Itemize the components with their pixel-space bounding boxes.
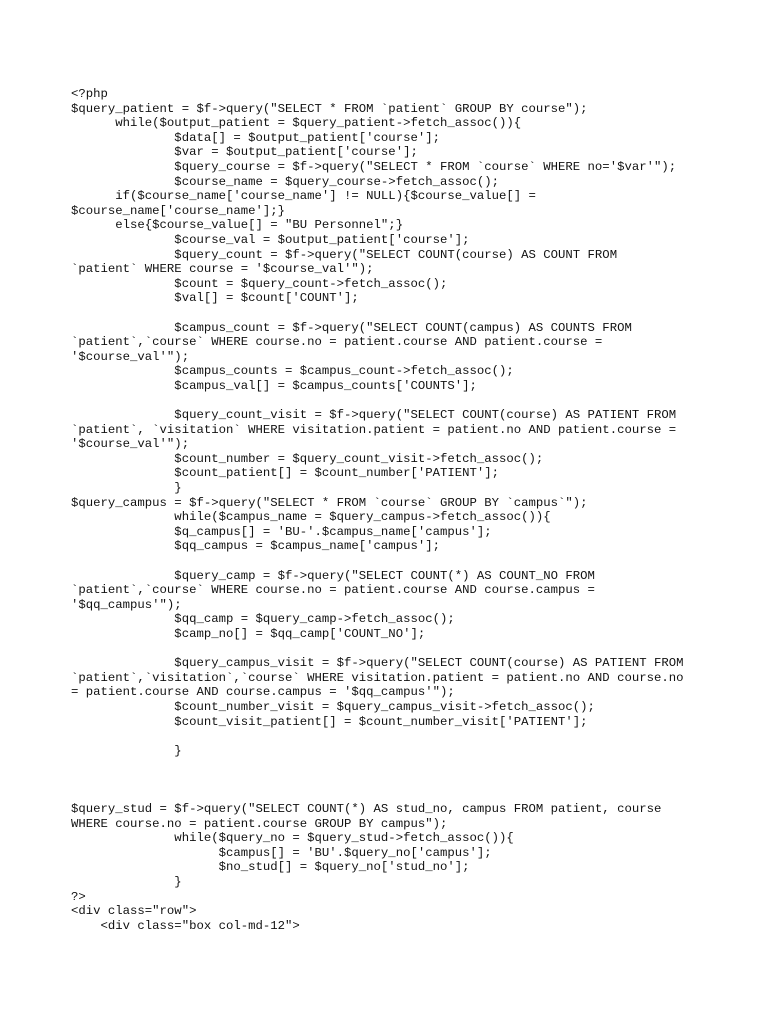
code-line: <?php xyxy=(71,87,108,101)
code-line: $var = $output_patient['course']; xyxy=(71,145,418,160)
code-line: while($campus_name = $query_campus->fetch_assoc()){ xyxy=(71,510,551,525)
code-line xyxy=(71,729,684,744)
code-line: $val[] = $count['COUNT']; xyxy=(71,291,359,306)
code-line xyxy=(71,788,684,803)
code-line: $qq_campus = $campus_name['campus']; xyxy=(71,539,440,554)
code-line: $count_patient[] = $count_number['PATIENT']; xyxy=(71,466,500,481)
code-line: $query_campus = $f->query("SELECT * FROM `course` GROUP BY `campus`"); xyxy=(71,495,588,510)
code-line xyxy=(71,393,684,408)
code-line: else{$course_value[] = "BU Personnel";} xyxy=(71,218,404,233)
code-line: ?> xyxy=(71,889,86,904)
code-line: $campus_counts = $campus_count->fetch_assoc(); xyxy=(71,364,514,379)
code-line xyxy=(71,554,684,569)
code-line: '$course_val'"); xyxy=(71,437,190,452)
code-line: $count = $query_count->fetch_assoc(); xyxy=(71,276,448,291)
code-line: $query_stud = $f->query("SELECT COUNT(*) AS stud_no, campus FROM patient, course xyxy=(71,802,662,817)
code-line: $campus_val[] = $campus_counts['COUNTS']; xyxy=(71,378,477,393)
code-line: `patient`,`course` WHERE course.no = patient.course AND course.campus = xyxy=(71,583,595,598)
code-line: if($course_name['course_name'] != NULL){$course_value[] = xyxy=(71,189,536,204)
code-line: while($query_no = $query_stud->fetch_assoc()){ xyxy=(71,831,514,846)
code-line: $query_course = $f->query("SELECT * FROM `course` WHERE no='$var'"); xyxy=(71,159,677,174)
code-line xyxy=(71,642,684,657)
code-line xyxy=(71,758,684,773)
code-line: } xyxy=(71,875,182,890)
code-line: $qq_camp = $query_camp->fetch_assoc(); xyxy=(71,612,455,627)
code-line: '$qq_campus'"); xyxy=(71,597,182,612)
code-line: WHERE course.no = patient.course GROUP BY campus"); xyxy=(71,816,448,831)
code-line: $count_visit_patient[] = $count_number_visit['PATIENT']; xyxy=(71,714,588,729)
code-line: <div class="row"> xyxy=(71,904,197,919)
code-line: $data[] = $output_patient['course']; xyxy=(71,130,440,145)
code-line: $no_stud[] = $query_no['stud_no']; xyxy=(71,860,470,875)
code-line: while($output_patient = $query_patient->fetch_assoc()){ xyxy=(71,116,522,131)
code-line: `patient`,`visitation`,`course` WHERE visitation.patient = patient.no AND course.no xyxy=(71,670,684,685)
code-line: $campus[] = 'BU'.$query_no['campus']; xyxy=(71,845,492,860)
code-line: $q_campus[] = 'BU-'.$campus_name['campus']; xyxy=(71,524,492,539)
code-line: $query_patient = $f->query("SELECT * FROM `patient` GROUP BY course"); xyxy=(71,101,588,116)
code-line: '$course_val'"); xyxy=(71,349,190,364)
code-line xyxy=(71,773,684,788)
code-line: $course_name['course_name'];} xyxy=(71,203,286,218)
code-line: $count_number_visit = $query_campus_visit->fetch_assoc(); xyxy=(71,699,595,714)
code-line: $query_camp = $f->query("SELECT COUNT(*) AS COUNT_NO FROM xyxy=(71,568,595,583)
code-line: $query_count = $f->query("SELECT COUNT(course) AS COUNT FROM xyxy=(71,247,618,262)
code-line: = patient.course AND course.campus = '$qq_campus'"); xyxy=(71,685,455,700)
code-line: <div class="box col-md-12"> xyxy=(71,918,300,933)
code-line: `patient`,`course` WHERE course.no = patient.course AND patient.course = xyxy=(71,335,603,350)
code-line: $course_name = $query_course->fetch_assoc(); xyxy=(71,174,500,189)
code-line: } xyxy=(71,481,182,496)
code-line: $count_number = $query_count_visit->fetch_assoc(); xyxy=(71,451,544,466)
code-line xyxy=(71,306,684,321)
code-line: $query_campus_visit = $f->query("SELECT COUNT(course) AS PATIENT FROM xyxy=(71,656,684,671)
code-line: $camp_no[] = $qq_camp['COUNT_NO']; xyxy=(71,626,426,641)
code-block xyxy=(71,87,684,933)
code-line: $query_count_visit = $f->query("SELECT COUNT(course) AS PATIENT FROM xyxy=(71,408,677,423)
code-line: `patient`, `visitation` WHERE visitation.patient = patient.no AND patient.course = xyxy=(71,422,677,437)
code-line: } xyxy=(71,743,182,758)
code-line: $campus_count = $f->query("SELECT COUNT(campus) AS COUNTS FROM xyxy=(71,320,632,335)
code-line: `patient` WHERE course = '$course_val'"); xyxy=(71,262,374,277)
code-line: $course_val = $output_patient['course']; xyxy=(71,232,470,247)
